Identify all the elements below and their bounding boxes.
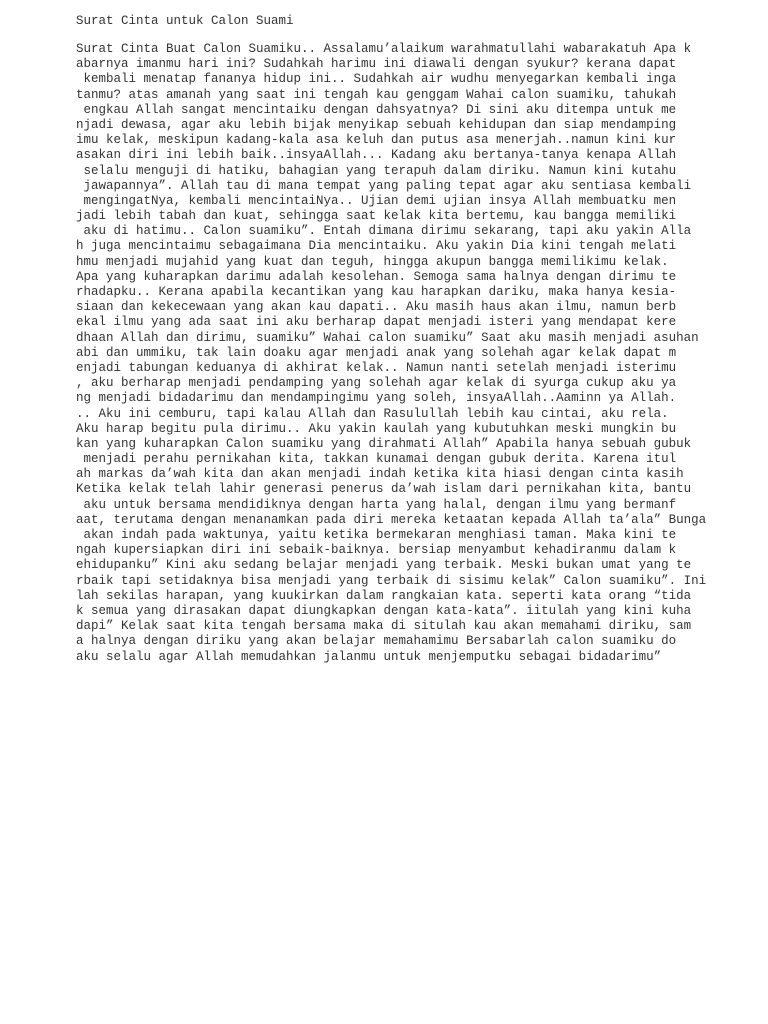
- body-text-line: h juga mencintaimu sebagaimana Dia mencintaiku. Aku yakin Dia kini tengah melati: [76, 239, 677, 254]
- body-text-line: a halnya dengan diriku yang akan belajar memahamimu Bersabarlah calon suamiku do: [76, 634, 677, 649]
- body-text-line: abarnya imanmu hari ini? Sudahkah harimu ini diawali dengan syukur? kerana dapat: [76, 57, 677, 72]
- body-text-line: .. Aku ini cemburu, tapi kalau Allah dan Rasulullah lebih kau cintai, aku rela.: [76, 406, 669, 421]
- body-text-line: jadi lebih tabah dan kuat, sehingga saat kelak kita bertemu, kau bangga memiliki: [76, 209, 677, 224]
- body-text-line: Aku harap begitu pula dirimu.. Aku yakin kaulah yang kubutuhkan meski mungkin bu: [76, 421, 677, 436]
- body-text-line: aku untuk bersama mendidiknya dengan harta yang halal, dengan ilmu yang bermanf: [76, 497, 677, 512]
- body-text-line: hmu menjadi mujahid yang kuat dan teguh, hingga akupun bangga memilikimu kelak.: [76, 254, 669, 269]
- body-text-line: dhaan Allah dan dirimu, suamiku” Wahai calon suamiku” Saat aku masih menjadi asuhan: [76, 330, 699, 345]
- body-text-line: lah sekilas harapan, yang kuukirkan dalam rangkaian kata. seperti kata orang “tida: [76, 588, 692, 603]
- body-text-line: rbaik tapi setidaknya bisa menjadi yang terbaik di sisimu kelak” Calon suamiku”. Ini: [76, 573, 707, 588]
- body-text-line: asakan diri ini lebih baik..insyaAllah... Kadang aku bertanya-tanya kenapa Allah: [76, 148, 677, 163]
- body-text-line: engkau Allah sangat mencintaiku dengan dahsyatnya? Di sini aku ditempa untuk me: [76, 102, 677, 117]
- body-text-line: ng menjadi bidadarimu dan mendampingimu yang soleh, insyaAllah..Aaminn ya Allah.: [76, 391, 677, 406]
- body-text-line: k semua yang dirasakan dapat diungkapkan dengan kata-kata”. iitulah yang kini kuha: [76, 603, 692, 618]
- body-text-line: aku selalu agar Allah memudahkan jalanmu untuk menjemputku sebagai bidadarimu”: [76, 649, 662, 664]
- body-text-line: ah markas da’wah kita dan akan menjadi indah ketika kita hiasi dengan cinta kasih: [76, 467, 684, 482]
- body-text-line: Apa yang kuharapkan darimu adalah kesolehan. Semoga sama halnya dengan dirimu te: [76, 269, 677, 284]
- document-title: Surat Cinta untuk Calon Suami: [76, 14, 294, 28]
- body-text-line: njadi dewasa, agar aku lebih bijak menyikap sebuah kehidupan dan siap mendamping: [76, 117, 677, 132]
- body-text-line: siaan dan kekecewaan yang akan kau dapati.. Aku masih haus akan ilmu, namun berb: [76, 300, 677, 315]
- body-text-line: enjadi tabungan keduanya di akhirat kelak.. Namun nanti setelah menjadi isterimu: [76, 360, 677, 375]
- body-text-line: aku di hatimu.. Calon suamiku”. Entah dimana dirimu sekarang, tapi aku yakin Alla: [76, 224, 692, 239]
- body-text-line: ngah kupersiapkan diri ini sebaik-baiknya. bersiap menyambut kehadiranmu dalam k: [76, 543, 677, 558]
- body-text-line: abi dan ummiku, tak lain doaku agar menjadi anak yang solehah agar kelak dapat m: [76, 345, 677, 360]
- body-text-line: imu kelak, meskipun kadang-kala asa keluh dan putus asa menerjah..namun kini kur: [76, 133, 677, 148]
- body-text-line: ehidupanku” Kini aku sedang belajar menjadi yang terbaik. Meski bukan umat yang te: [76, 558, 692, 573]
- body-text-line: ekal ilmu yang ada saat ini aku berharap dapat menjadi isteri yang mendapat kere: [76, 315, 677, 330]
- body-text-line: jawapannya”. Allah tau di mana tempat yang paling tepat agar aku sentiasa kembali: [76, 178, 692, 193]
- body-text-line: aat, terutama dengan menanamkan pada diri mereka ketaatan kepada Allah ta’ala” Bunga: [76, 512, 707, 527]
- body-text-line: kembali menatap fananya hidup ini.. Sudahkah air wudhu menyegarkan kembali inga: [76, 72, 677, 87]
- body-text-line: Surat Cinta Buat Calon Suamiku.. Assalamu’alaikum warahmatullahi wabarakatuh Apa k: [76, 42, 692, 56]
- document-body: [76, 42, 706, 665]
- body-text-line: rhadapku.. Kerana apabila kecantikan yang kau harapkan dariku, maka hanya kesia-: [76, 285, 677, 299]
- body-text-line: selalu menguji di hatiku, bahagian yang terapuh dalam diriku. Namun kini kutahu: [76, 163, 677, 178]
- body-text-line: tanmu? atas amanah yang saat ini tengah kau genggam Wahai calon suamiku, tahukah: [76, 87, 677, 102]
- body-text-line: menjadi perahu pernikahan kita, takkan kunamai dengan gubuk derita. Karena itul: [76, 452, 677, 467]
- body-text-line: mengingatNya, kembali mencintaiNya.. Ujian demi ujian insya Allah membuatku men: [76, 193, 677, 208]
- body-text-line: kan yang kuharapkan Calon suamiku yang dirahmati Allah” Apabila hanya sebuah gubuk: [76, 436, 692, 451]
- body-text-line: , aku berharap menjadi pendamping yang solehah agar kelak di syurga cukup aku ya: [76, 376, 677, 391]
- body-text-line: Ketika kelak telah lahir generasi penerus da’wah islam dari pernikahan kita, bantu: [76, 482, 692, 497]
- body-text-line: akan indah pada waktunya, yaitu ketika bermekaran menghiasi taman. Maka kini te: [76, 528, 677, 542]
- body-text-line: dapi” Kelak saat kita tengah bersama maka di situlah kau akan memahami diriku, sam: [76, 619, 692, 634]
